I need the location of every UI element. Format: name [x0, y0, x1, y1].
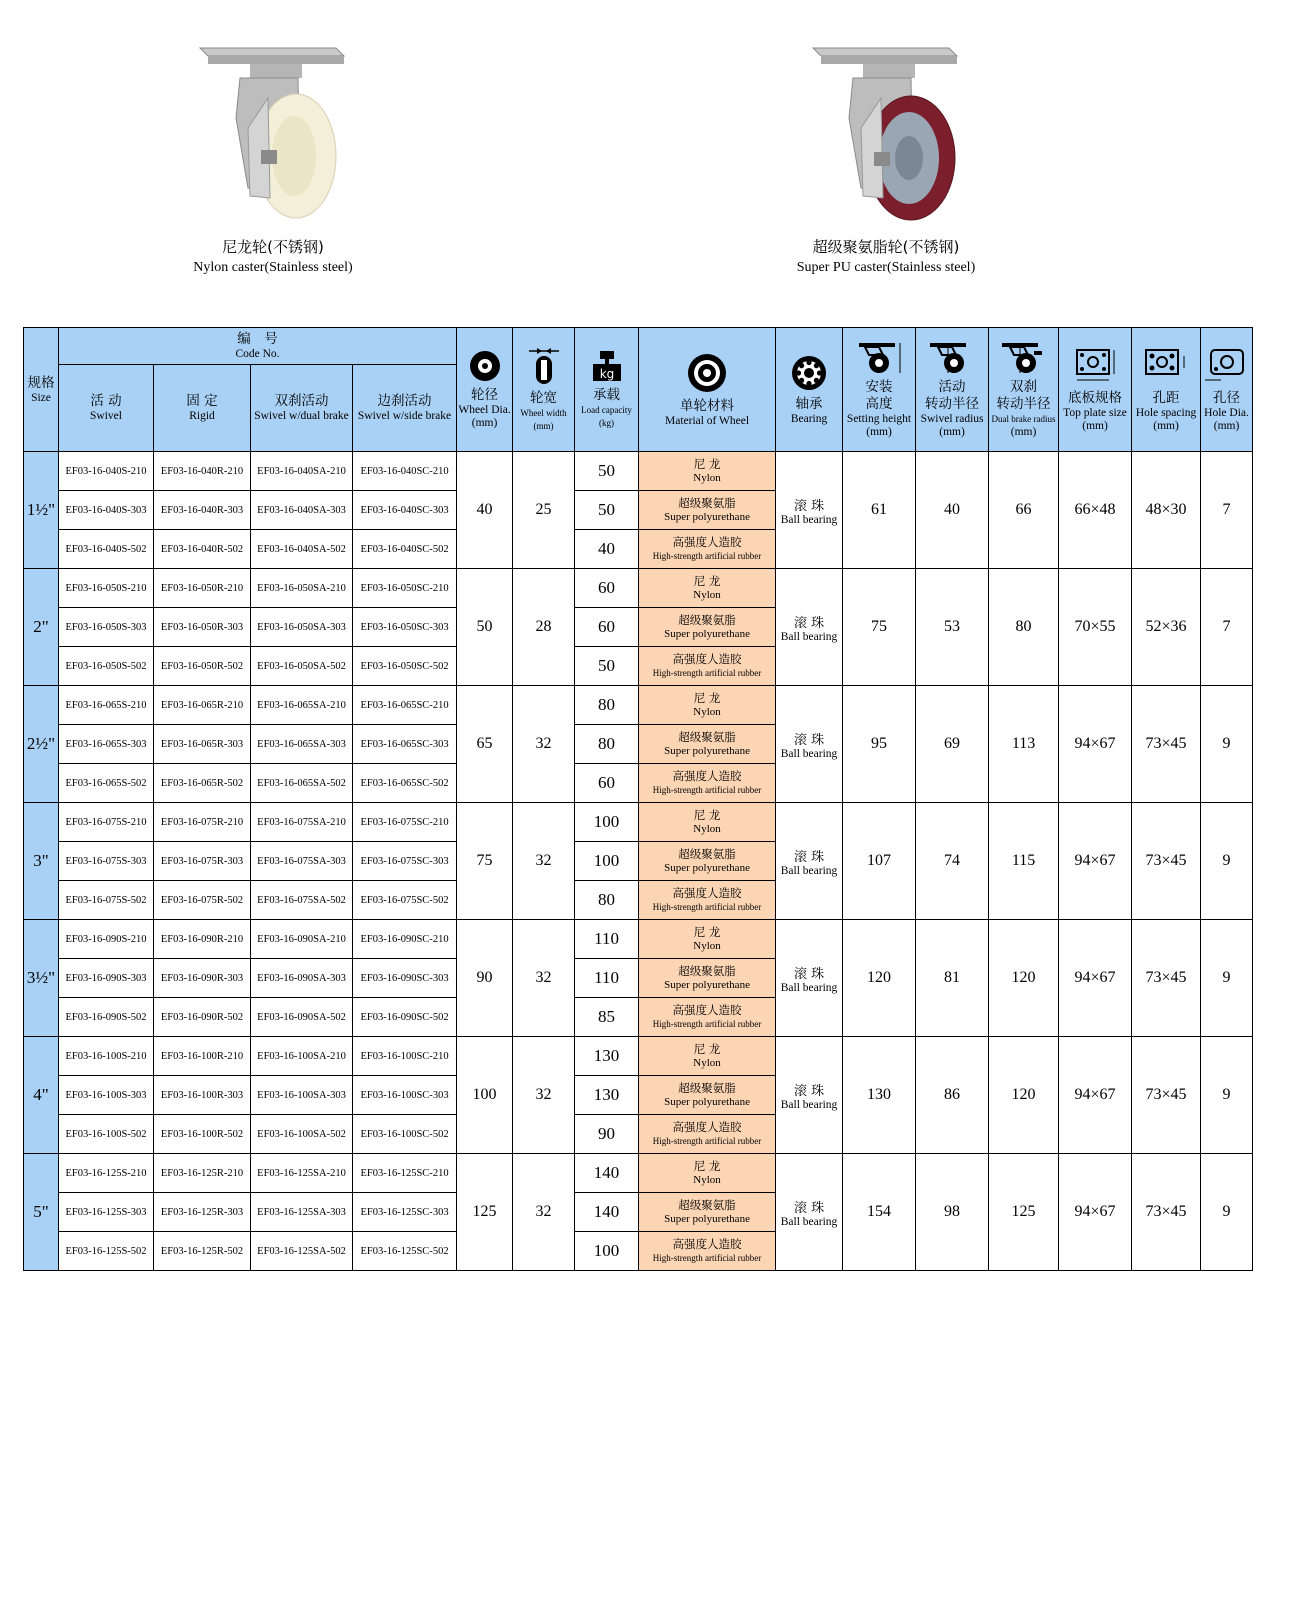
setting-height-cell: 75 [843, 569, 916, 686]
load-cell: 100 [575, 842, 639, 881]
code-rigid: EF03-16-075R-502 [154, 881, 251, 920]
wheel-width-cell: 32 [513, 1037, 575, 1154]
code-rigid: EF03-16-050R-502 [154, 647, 251, 686]
code-dual-brake: EF03-16-040SA-502 [251, 530, 353, 569]
table-row [24, 686, 1253, 725]
dual-brake-radius-icon [998, 341, 1050, 375]
code-side-brake: EF03-16-050SC-502 [353, 647, 457, 686]
code-rigid: EF03-16-075R-303 [154, 842, 251, 881]
code-dual-brake: EF03-16-075SA-210 [251, 803, 353, 842]
swivel-radius-cell: 98 [916, 1154, 989, 1271]
code-dual-brake: EF03-16-065SA-210 [251, 686, 353, 725]
code-swivel: EF03-16-100S-502 [59, 1115, 154, 1154]
product-name-en: Nylon caster(Stainless steel) [193, 260, 353, 275]
size-cell: 2½" [24, 686, 59, 803]
code-side-brake: EF03-16-100SC-303 [353, 1076, 457, 1115]
code-dual-brake: EF03-16-050SA-210 [251, 569, 353, 608]
top-plate-cell: 66×48 [1059, 452, 1132, 569]
code-dual-brake: EF03-16-125SA-303 [251, 1193, 353, 1232]
code-rigid: EF03-16-090R-303 [154, 959, 251, 998]
code-rigid: EF03-16-075R-210 [154, 803, 251, 842]
hole-spacing-cell: 73×45 [1132, 920, 1201, 1037]
load-cell: 80 [575, 686, 639, 725]
hole-dia-cell: 9 [1201, 803, 1253, 920]
size-cell: 4" [24, 1037, 59, 1154]
pu-caster-image [801, 38, 971, 223]
code-rigid: EF03-16-040R-303 [154, 491, 251, 530]
setting-height-cell: 154 [843, 1154, 916, 1271]
hole-dia-cell: 7 [1201, 452, 1253, 569]
bearing-cell: 滚 珠 Ball bearing [776, 803, 843, 920]
code-dual-brake: EF03-16-090SA-502 [251, 998, 353, 1037]
hole-spacing-cell: 73×45 [1132, 686, 1201, 803]
code-swivel: EF03-16-125S-303 [59, 1193, 154, 1232]
code-rigid: EF03-16-050R-210 [154, 569, 251, 608]
dual-brake-radius-cell: 120 [989, 1037, 1059, 1154]
code-dual-brake: EF03-16-125SA-210 [251, 1154, 353, 1193]
swivel-radius-cell: 74 [916, 803, 989, 920]
bearing-cell: 滚 珠 Ball bearing [776, 1037, 843, 1154]
code-rigid: EF03-16-090R-210 [154, 920, 251, 959]
hole-dia-icon [1205, 346, 1249, 386]
bearing-cell: 滚 珠 Ball bearing [776, 1154, 843, 1271]
code-side-brake: EF03-16-050SC-210 [353, 569, 457, 608]
material-cell: 高强度人造胶 High-strength artificial rubber [639, 764, 776, 803]
spec-table [23, 327, 1253, 1271]
code-side-brake: EF03-16-075SC-210 [353, 803, 457, 842]
wheel-width-cell: 32 [513, 1154, 575, 1271]
spec-table-body [24, 452, 1253, 1271]
code-rigid: EF03-16-065R-210 [154, 686, 251, 725]
wheel-dia-cell: 40 [457, 452, 513, 569]
bearing-cell: 滚 珠 Ball bearing [776, 569, 843, 686]
code-dual-brake: EF03-16-065SA-303 [251, 725, 353, 764]
load-cell: 140 [575, 1154, 639, 1193]
product-name-cn: 超级聚氨脂轮(不锈钢) [812, 238, 960, 256]
code-rigid: EF03-16-065R-502 [154, 764, 251, 803]
code-swivel: EF03-16-100S-303 [59, 1076, 154, 1115]
code-swivel: EF03-16-040S-210 [59, 452, 154, 491]
swivel-radius-cell: 81 [916, 920, 989, 1037]
material-cell: 超级聚氨脂 Super polyurethane [639, 1193, 776, 1232]
code-side-brake: EF03-16-100SC-502 [353, 1115, 457, 1154]
header-dual-brake-radius: 双刹 转动半径 Dual brake radius (mm) [989, 328, 1059, 452]
header-top-plate: 底板规格 Top plate size (mm) [1059, 328, 1132, 452]
header-dual-brake: 双刹活动 Swivel w/dual brake [251, 365, 353, 452]
code-side-brake: EF03-16-125SC-502 [353, 1232, 457, 1271]
code-dual-brake: EF03-16-040SA-303 [251, 491, 353, 530]
load-cell: 140 [575, 1193, 639, 1232]
top-plate-cell: 94×67 [1059, 1154, 1132, 1271]
code-dual-brake: EF03-16-125SA-502 [251, 1232, 353, 1271]
code-side-brake: EF03-16-090SC-210 [353, 920, 457, 959]
code-side-brake: EF03-16-100SC-210 [353, 1037, 457, 1076]
setting-height-cell: 120 [843, 920, 916, 1037]
swivel-radius-cell: 53 [916, 569, 989, 686]
material-cell: 高强度人造胶 High-strength artificial rubber [639, 1232, 776, 1271]
material-cell: 尼 龙 Nylon [639, 569, 776, 608]
material-cell: 高强度人造胶 High-strength artificial rubber [639, 1115, 776, 1154]
code-swivel: EF03-16-125S-210 [59, 1154, 154, 1193]
dual-brake-radius-cell: 113 [989, 686, 1059, 803]
code-side-brake: EF03-16-040SC-303 [353, 491, 457, 530]
material-cell: 超级聚氨脂 Super polyurethane [639, 725, 776, 764]
material-cell: 超级聚氨脂 Super polyurethane [639, 608, 776, 647]
code-rigid: EF03-16-090R-502 [154, 998, 251, 1037]
load-cell: 80 [575, 725, 639, 764]
header-size: 规格 Size [24, 328, 59, 452]
load-cell: 130 [575, 1037, 639, 1076]
code-dual-brake: EF03-16-050SA-303 [251, 608, 353, 647]
hole-dia-cell: 9 [1201, 1154, 1253, 1271]
size-cell: 5" [24, 1154, 59, 1271]
code-swivel: EF03-16-075S-210 [59, 803, 154, 842]
load-weight-icon [590, 349, 624, 383]
size-cell: 2" [24, 569, 59, 686]
top-plate-icon [1069, 346, 1121, 386]
code-swivel: EF03-16-125S-502 [59, 1232, 154, 1271]
wheel-width-cell: 32 [513, 920, 575, 1037]
material-cell: 尼 龙 Nylon [639, 920, 776, 959]
top-plate-cell: 70×55 [1059, 569, 1132, 686]
header-wheel-width: 轮宽 Wheel width (mm) [513, 328, 575, 452]
load-cell: 50 [575, 491, 639, 530]
product-name-cn: 尼龙轮(不锈钢) [222, 238, 324, 256]
code-swivel: EF03-16-050S-303 [59, 608, 154, 647]
setting-height-cell: 107 [843, 803, 916, 920]
hole-spacing-cell: 73×45 [1132, 803, 1201, 920]
hole-spacing-cell: 73×45 [1132, 1154, 1201, 1271]
product-pu [706, 38, 1066, 276]
code-side-brake: EF03-16-050SC-303 [353, 608, 457, 647]
wheel-dia-cell: 100 [457, 1037, 513, 1154]
code-rigid: EF03-16-065R-303 [154, 725, 251, 764]
product-nylon [93, 38, 453, 276]
code-rigid: EF03-16-125R-303 [154, 1193, 251, 1232]
table-row [24, 569, 1253, 608]
code-side-brake: EF03-16-065SC-210 [353, 686, 457, 725]
code-dual-brake: EF03-16-090SA-303 [251, 959, 353, 998]
wheel-material-icon [686, 352, 728, 394]
hole-spacing-cell: 52×36 [1132, 569, 1201, 686]
ball-bearing-icon [790, 354, 828, 392]
size-cell: 1½" [24, 452, 59, 569]
code-dual-brake: EF03-16-040SA-210 [251, 452, 353, 491]
code-side-brake: EF03-16-090SC-303 [353, 959, 457, 998]
code-side-brake: EF03-16-125SC-303 [353, 1193, 457, 1232]
material-cell: 高强度人造胶 High-strength artificial rubber [639, 530, 776, 569]
hole-spacing-icon [1140, 346, 1192, 386]
bearing-cell: 滚 珠 Ball bearing [776, 686, 843, 803]
load-cell: 60 [575, 608, 639, 647]
product-name-en: Super PU caster(Stainless steel) [796, 260, 976, 275]
code-rigid: EF03-16-040R-502 [154, 530, 251, 569]
code-side-brake: EF03-16-065SC-502 [353, 764, 457, 803]
wheel-dia-cell: 75 [457, 803, 513, 920]
header-material: 单轮材料 Material of Wheel [639, 328, 776, 452]
dual-brake-radius-cell: 66 [989, 452, 1059, 569]
wheel-dia-cell: 50 [457, 569, 513, 686]
code-swivel: EF03-16-050S-210 [59, 569, 154, 608]
header-code-no: 编 号 Code No. [59, 328, 457, 365]
material-cell: 尼 龙 Nylon [639, 1037, 776, 1076]
top-plate-cell: 94×67 [1059, 686, 1132, 803]
material-cell: 超级聚氨脂 Super polyurethane [639, 491, 776, 530]
svg-text:kg: kg [599, 367, 614, 381]
setting-height-cell: 130 [843, 1037, 916, 1154]
code-side-brake: EF03-16-075SC-502 [353, 881, 457, 920]
size-cell: 3" [24, 803, 59, 920]
top-plate-cell: 94×67 [1059, 1037, 1132, 1154]
code-side-brake: EF03-16-040SC-210 [353, 452, 457, 491]
dual-brake-radius-cell: 125 [989, 1154, 1059, 1271]
code-rigid: EF03-16-100R-502 [154, 1115, 251, 1154]
code-side-brake: EF03-16-090SC-502 [353, 998, 457, 1037]
code-dual-brake: EF03-16-100SA-303 [251, 1076, 353, 1115]
top-plate-cell: 94×67 [1059, 803, 1132, 920]
header-swivel-radius: 活动 转动半径 Swivel radius (mm) [916, 328, 989, 452]
size-cell: 3½" [24, 920, 59, 1037]
load-cell: 100 [575, 803, 639, 842]
table-row [24, 452, 1253, 491]
load-cell: 90 [575, 1115, 639, 1154]
header-load: kg 承载 Load capacity (kg) [575, 328, 639, 452]
load-cell: 85 [575, 998, 639, 1037]
code-dual-brake: EF03-16-075SA-303 [251, 842, 353, 881]
header-setting-height: 安装 高度 Setting height (mm) [843, 328, 916, 452]
bearing-cell: 滚 珠 Ball bearing [776, 920, 843, 1037]
code-side-brake: EF03-16-125SC-210 [353, 1154, 457, 1193]
dual-brake-radius-cell: 80 [989, 569, 1059, 686]
swivel-radius-cell: 69 [916, 686, 989, 803]
material-cell: 高强度人造胶 High-strength artificial rubber [639, 998, 776, 1037]
code-swivel: EF03-16-065S-502 [59, 764, 154, 803]
hole-spacing-cell: 73×45 [1132, 1037, 1201, 1154]
code-swivel: EF03-16-050S-502 [59, 647, 154, 686]
load-cell: 110 [575, 920, 639, 959]
code-dual-brake: EF03-16-050SA-502 [251, 647, 353, 686]
hole-spacing-cell: 48×30 [1132, 452, 1201, 569]
code-dual-brake: EF03-16-100SA-210 [251, 1037, 353, 1076]
load-cell: 100 [575, 1232, 639, 1271]
code-dual-brake: EF03-16-090SA-210 [251, 920, 353, 959]
material-cell: 超级聚氨脂 Super polyurethane [639, 959, 776, 998]
wheel-width-cell: 32 [513, 803, 575, 920]
load-cell: 60 [575, 569, 639, 608]
material-cell: 尼 龙 Nylon [639, 452, 776, 491]
code-rigid: EF03-16-125R-502 [154, 1232, 251, 1271]
header-wheel-dia: 轮径 Wheel Dia. (mm) [457, 328, 513, 452]
setting-height-icon [853, 341, 905, 375]
code-rigid: EF03-16-100R-303 [154, 1076, 251, 1115]
material-cell: 高强度人造胶 High-strength artificial rubber [639, 881, 776, 920]
wheel-dia-cell: 90 [457, 920, 513, 1037]
swivel-radius-icon [926, 341, 978, 375]
header-side-brake: 边刹活动 Swivel w/side brake [353, 365, 457, 452]
material-cell: 高强度人造胶 High-strength artificial rubber [639, 647, 776, 686]
material-cell: 超级聚氨脂 Super polyurethane [639, 842, 776, 881]
load-cell: 80 [575, 881, 639, 920]
material-cell: 尼 龙 Nylon [639, 1154, 776, 1193]
material-cell: 尼 龙 Nylon [639, 686, 776, 725]
wheel-dia-cell: 65 [457, 686, 513, 803]
code-swivel: EF03-16-090S-210 [59, 920, 154, 959]
code-swivel: EF03-16-040S-502 [59, 530, 154, 569]
load-cell: 50 [575, 647, 639, 686]
load-cell: 60 [575, 764, 639, 803]
hole-dia-cell: 7 [1201, 569, 1253, 686]
code-swivel: EF03-16-065S-210 [59, 686, 154, 725]
header-swivel: 活 动 Swivel [59, 365, 154, 452]
code-rigid: EF03-16-050R-303 [154, 608, 251, 647]
load-cell: 130 [575, 1076, 639, 1115]
table-row [24, 1037, 1253, 1076]
load-cell: 40 [575, 530, 639, 569]
wheel-diameter-icon [468, 349, 502, 383]
wheel-width-cell: 28 [513, 569, 575, 686]
dual-brake-radius-cell: 115 [989, 803, 1059, 920]
wheel-width-icon [527, 346, 561, 386]
swivel-radius-cell: 40 [916, 452, 989, 569]
top-plate-cell: 94×67 [1059, 920, 1132, 1037]
swivel-radius-cell: 86 [916, 1037, 989, 1154]
code-swivel: EF03-16-065S-303 [59, 725, 154, 764]
material-cell: 尼 龙 Nylon [639, 803, 776, 842]
table-row [24, 920, 1253, 959]
code-rigid: EF03-16-125R-210 [154, 1154, 251, 1193]
code-swivel: EF03-16-100S-210 [59, 1037, 154, 1076]
hole-dia-cell: 9 [1201, 920, 1253, 1037]
code-side-brake: EF03-16-075SC-303 [353, 842, 457, 881]
load-cell: 50 [575, 452, 639, 491]
code-dual-brake: EF03-16-075SA-502 [251, 881, 353, 920]
code-swivel: EF03-16-040S-303 [59, 491, 154, 530]
code-rigid: EF03-16-100R-210 [154, 1037, 251, 1076]
code-swivel: EF03-16-090S-502 [59, 998, 154, 1037]
hole-dia-cell: 9 [1201, 686, 1253, 803]
header-hole-dia: 孔径 Hole Dia. (mm) [1201, 328, 1253, 452]
header-hole-spacing: 孔距 Hole spacing (mm) [1132, 328, 1201, 452]
code-dual-brake: EF03-16-100SA-502 [251, 1115, 353, 1154]
bearing-cell: 滚 珠 Ball bearing [776, 452, 843, 569]
nylon-caster-image [188, 38, 358, 223]
hole-dia-cell: 9 [1201, 1037, 1253, 1154]
code-rigid: EF03-16-040R-210 [154, 452, 251, 491]
setting-height-cell: 95 [843, 686, 916, 803]
dual-brake-radius-cell: 120 [989, 920, 1059, 1037]
header-rigid: 固 定 Rigid [154, 365, 251, 452]
setting-height-cell: 61 [843, 452, 916, 569]
code-dual-brake: EF03-16-065SA-502 [251, 764, 353, 803]
table-row [24, 803, 1253, 842]
wheel-width-cell: 32 [513, 686, 575, 803]
table-row [24, 1154, 1253, 1193]
wheel-dia-cell: 125 [457, 1154, 513, 1271]
material-cell: 超级聚氨脂 Super polyurethane [639, 1076, 776, 1115]
wheel-width-cell: 25 [513, 452, 575, 569]
code-swivel: EF03-16-090S-303 [59, 959, 154, 998]
code-swivel: EF03-16-075S-502 [59, 881, 154, 920]
code-side-brake: EF03-16-065SC-303 [353, 725, 457, 764]
code-side-brake: EF03-16-040SC-502 [353, 530, 457, 569]
header-bearing: 轴承 Bearing [776, 328, 843, 452]
load-cell: 110 [575, 959, 639, 998]
code-swivel: EF03-16-075S-303 [59, 842, 154, 881]
